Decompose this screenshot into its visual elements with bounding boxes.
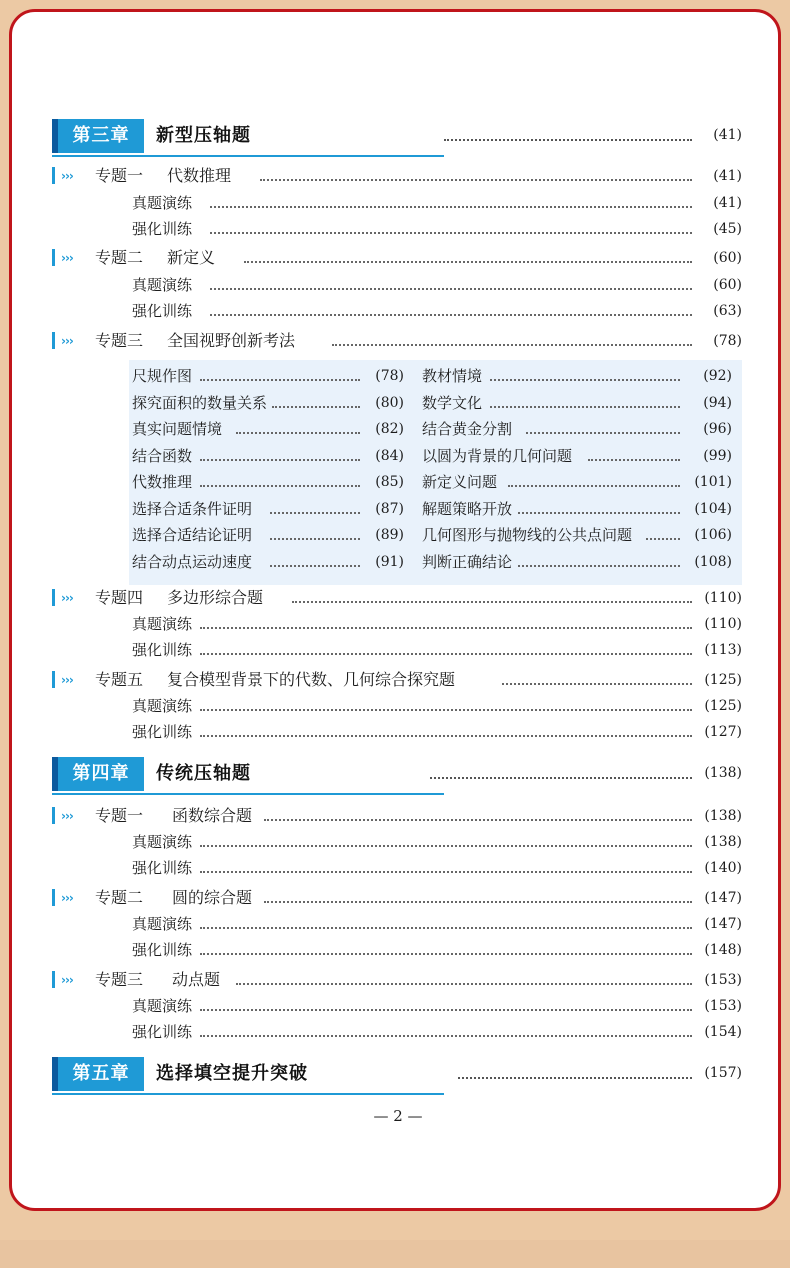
subtopic-row[interactable] [132, 390, 404, 416]
subtopic-row[interactable] [132, 416, 404, 442]
subsection-row[interactable] [132, 1019, 742, 1045]
topic-bar-icon [52, 589, 55, 606]
page-ref: (153) [704, 998, 742, 1014]
toc-page [9, 9, 781, 1211]
topic-bar-icon [52, 889, 55, 906]
leader-dots [270, 553, 360, 567]
subtopic-label: 选择合适条件证明 [132, 499, 253, 518]
chevron-triple-icon: ››› [61, 891, 73, 905]
topic-name: 新定义 [167, 248, 216, 267]
leader-dots [270, 500, 360, 514]
subtopic-row[interactable] [422, 363, 732, 389]
leader-dots [210, 302, 692, 316]
leader-dots [264, 889, 692, 903]
subsection-row[interactable] [132, 272, 742, 298]
page-ref: (113) [704, 642, 742, 658]
chapter-underline [52, 155, 444, 157]
topic-row[interactable] [52, 245, 742, 271]
topic-bar-icon [52, 671, 55, 688]
subsection-row[interactable] [132, 937, 742, 963]
leader-dots [490, 394, 680, 408]
subtopic-row[interactable] [132, 496, 404, 522]
subtopic-label: 以圆为背景的几何问题 [422, 446, 573, 465]
page-ref: (85) [375, 474, 404, 490]
page-ref: (106) [694, 527, 732, 543]
topic-name: 圆的综合题 [172, 888, 253, 907]
subtopic-row[interactable] [422, 443, 732, 469]
chevron-triple-icon: ››› [61, 809, 73, 823]
chapter-title: 选择填空提升突破 [156, 1063, 308, 1084]
topic-name: 函数综合题 [172, 806, 253, 825]
subsection-row[interactable] [132, 993, 742, 1019]
leader-dots [244, 249, 692, 263]
leader-dots [430, 769, 692, 779]
subsection-row[interactable] [132, 190, 742, 216]
topic-label: 专题四 [95, 588, 144, 607]
subsection-label: 强化训练 [132, 220, 193, 238]
leader-dots [200, 697, 692, 711]
leader-dots [200, 915, 692, 929]
topic-label: 专题二 [95, 248, 144, 267]
chapter-badge: 第三章 [52, 119, 144, 153]
leader-dots [444, 131, 692, 141]
chevron-triple-icon: ››› [61, 251, 73, 265]
leader-dots [264, 807, 692, 821]
leader-dots [518, 553, 680, 567]
leader-dots [210, 276, 692, 290]
subsection-label: 真题演练 [132, 615, 193, 633]
topic-bar-icon [52, 332, 55, 349]
chevron-triple-icon: ››› [61, 673, 73, 687]
subtopic-row[interactable] [422, 522, 732, 548]
page-ref: (104) [694, 500, 732, 517]
subsection-row[interactable] [132, 829, 742, 855]
page-ref: (60) [713, 277, 742, 293]
topic-label: 专题一 [95, 806, 144, 825]
subsection-label: 强化训练 [132, 302, 193, 320]
page-ref: (60) [713, 250, 742, 266]
page-ref: (154) [704, 1024, 742, 1040]
chapter-title: 新型压轴题 [156, 125, 251, 146]
leader-dots [508, 473, 680, 487]
leader-dots [236, 420, 360, 434]
chapter-underline [52, 793, 444, 795]
page-ref: (148) [704, 942, 742, 958]
subsection-label: 强化训练 [132, 1023, 193, 1041]
topic-label: 专题一 [95, 166, 144, 185]
topic-row[interactable] [52, 803, 742, 829]
leader-dots [236, 971, 692, 985]
chapter-badge: 第四章 [52, 757, 144, 791]
chapter-badge: 第五章 [52, 1057, 144, 1091]
page-ref: (78) [375, 368, 404, 384]
subsection-label: 真题演练 [132, 194, 193, 212]
topic-name: 代数推理 [167, 166, 232, 185]
subsection-row[interactable] [132, 719, 742, 745]
leader-dots [210, 194, 692, 208]
subtopic-label: 数学文化 [422, 393, 483, 412]
chapter-header-5[interactable] [52, 1057, 742, 1093]
subtopic-label: 新定义问题 [422, 473, 498, 491]
leader-dots [200, 941, 692, 955]
page-ref: (138) [704, 765, 742, 781]
subsection-row[interactable] [132, 911, 742, 937]
page-ref: (138) [704, 808, 742, 824]
leader-dots [502, 671, 692, 685]
page-ref: (87) [375, 500, 404, 517]
topic-row[interactable] [52, 163, 742, 189]
topic-label: 专题五 [95, 670, 144, 689]
page-ref: (82) [375, 421, 404, 437]
page-ref: (84) [375, 447, 404, 464]
page-ref: (45) [713, 221, 742, 237]
page-ref: (80) [375, 394, 404, 411]
chapter-underline [52, 1093, 444, 1095]
subtopic-label: 真实问题情境 [132, 420, 223, 438]
subtopic-row[interactable] [132, 522, 404, 548]
page-ref: (157) [704, 1065, 742, 1081]
page-ref: (41) [713, 195, 742, 211]
page-ref: (63) [713, 303, 742, 319]
page-ref: (41) [713, 127, 742, 143]
page-ref: (147) [704, 890, 742, 906]
subtopic-label: 教材情境 [422, 367, 483, 385]
subsection-label: 真题演练 [132, 697, 193, 715]
subtopic-label: 结合黄金分割 [422, 420, 513, 438]
page-ref: (89) [375, 527, 404, 543]
leader-dots [200, 473, 360, 487]
page-ref: (94) [703, 394, 732, 411]
topic-row[interactable] [52, 967, 742, 993]
leader-dots [200, 859, 692, 873]
page-ref: (92) [703, 368, 732, 384]
page-ref: (127) [704, 724, 742, 740]
topic-row[interactable] [52, 885, 742, 911]
topic-name: 动点题 [172, 970, 221, 989]
subsection-row[interactable] [132, 611, 742, 637]
chapter-title: 传统压轴题 [156, 763, 251, 784]
leader-dots [260, 167, 692, 181]
subtopic-label: 几何图形与抛物线的公共点问题 [422, 526, 633, 544]
subsection-label: 真题演练 [132, 276, 193, 294]
subsection-label: 强化训练 [132, 859, 193, 877]
leader-dots [458, 1069, 692, 1079]
subsection-row[interactable] [132, 693, 742, 719]
topic-bar-icon [52, 167, 55, 184]
page-ref: (110) [704, 616, 742, 632]
page-ref: (153) [704, 972, 742, 988]
topic-bar-icon [52, 807, 55, 824]
subsection-label: 真题演练 [132, 915, 193, 933]
leader-dots [292, 589, 692, 603]
subsection-label: 强化训练 [132, 723, 193, 741]
subsection-row[interactable] [132, 216, 742, 242]
chapter-header-4[interactable] [52, 757, 742, 793]
subtopic-label: 结合函数 [132, 446, 193, 465]
subtopic-label: 探究面积的数量关系 [132, 393, 268, 412]
leader-dots [200, 1023, 692, 1037]
page-ref: (91) [375, 553, 404, 570]
topic-bar-icon [52, 971, 55, 988]
subtopic-row[interactable] [422, 496, 732, 522]
leader-dots [210, 220, 692, 234]
topic-bar-icon [52, 249, 55, 266]
topic-name: 全国视野创新考法 [167, 331, 296, 350]
page-ref: (138) [704, 834, 742, 850]
page-ref: (78) [713, 333, 742, 349]
page-ref: (110) [704, 590, 742, 606]
subtopic-label: 尺规作图 [132, 367, 193, 385]
subsection-label: 真题演练 [132, 997, 193, 1015]
subtopic-row[interactable] [422, 390, 732, 416]
leader-dots [272, 394, 360, 408]
subsection-label: 真题演练 [132, 833, 193, 851]
topic-name: 多边形综合题 [167, 588, 264, 607]
leader-dots [270, 526, 360, 540]
page-ref: (41) [713, 168, 742, 184]
leader-dots [526, 420, 680, 434]
subtopic-row[interactable] [132, 363, 404, 389]
page-ref: (147) [704, 916, 742, 932]
page-number: — 2 — [373, 1107, 423, 1125]
subtopic-row[interactable] [422, 549, 732, 575]
page-ref: (125) [704, 698, 742, 714]
page-ref: (101) [694, 474, 732, 490]
subtopic-row[interactable] [132, 549, 404, 575]
leader-dots [200, 997, 692, 1011]
chevron-triple-icon: ››› [61, 973, 73, 987]
page-ref: (96) [703, 421, 732, 437]
chevron-triple-icon: ››› [61, 591, 73, 605]
leader-dots [490, 367, 680, 381]
topic-label: 专题三 [95, 970, 144, 989]
subtopic-row[interactable] [422, 469, 732, 495]
leader-dots [588, 447, 680, 461]
subsection-label: 强化训练 [132, 641, 193, 659]
subtopic-row[interactable] [132, 443, 404, 469]
leader-dots [332, 332, 692, 346]
chapter-header-3[interactable] [52, 119, 742, 155]
subsection-label: 强化训练 [132, 941, 193, 959]
leader-dots [200, 723, 692, 737]
page-ref: (140) [704, 860, 742, 876]
leader-dots [200, 615, 692, 629]
topic-row[interactable] [52, 585, 742, 611]
page-ref: (108) [694, 553, 732, 570]
page-ref: (125) [704, 672, 742, 688]
subtopic-label: 代数推理 [132, 473, 193, 491]
subtopic-row[interactable] [422, 416, 732, 442]
subtopic-row[interactable] [132, 469, 404, 495]
chevron-triple-icon: ››› [61, 169, 73, 183]
topic-name: 复合模型背景下的代数、几何综合探究题 [167, 670, 456, 689]
topic-row[interactable] [52, 667, 742, 693]
leader-dots [200, 833, 692, 847]
leader-dots [518, 500, 680, 514]
leader-dots [200, 447, 360, 461]
topic-row[interactable] [52, 328, 742, 354]
topic-label: 专题三 [95, 331, 144, 350]
page-ref: (99) [703, 447, 732, 464]
leader-dots [200, 367, 360, 381]
leader-dots [200, 641, 692, 655]
subtopic-label: 结合动点运动速度 [132, 552, 253, 571]
background-band [0, 1240, 790, 1268]
subtopic-label: 判断正确结论 [422, 552, 513, 571]
topic-label: 专题二 [95, 888, 144, 907]
chevron-triple-icon: ››› [61, 334, 73, 348]
subsection-row[interactable] [132, 637, 742, 663]
subtopic-label: 选择合适结论证明 [132, 526, 253, 544]
subtopic-label: 解题策略开放 [422, 499, 513, 518]
subsection-row[interactable] [132, 855, 742, 881]
leader-dots [646, 526, 680, 540]
subsection-row[interactable] [132, 298, 742, 324]
